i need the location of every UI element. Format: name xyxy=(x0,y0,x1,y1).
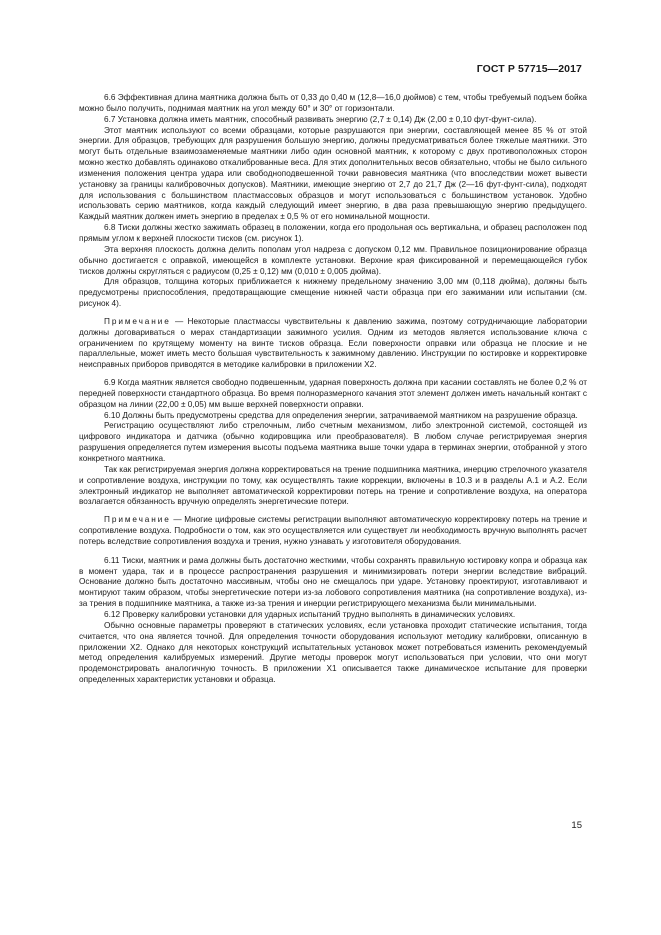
note-label: Примечание xyxy=(104,515,171,525)
document-body xyxy=(79,93,587,686)
note-text: — Многие цифровые системы регистрации выполняют автоматическую корректировку потерь на трение и сопротивление воздуха. Подробности о том, как это осуществляется или существует ли необходимость вручную выполнять расчет потерь вследствие сопротивления воздуха и трения, нужно узнавать у изготовителя оборудования. xyxy=(79,515,587,546)
paragraph-6-7: 6.7 Установка должна иметь маятник, способный развивать энергию (2,7 ± 0,14) Дж (2,00 ± 0,10 фут-фунт-сила). xyxy=(104,114,537,124)
page-number: 15 xyxy=(571,820,582,831)
paragraph-6-12: 6.12 Проверку калибровки установки для ударных испытаний трудно выполнять в динамических условиях. xyxy=(104,609,516,619)
paragraph-6-6: 6.6 Эффективная длина маятника должна быть от 0,33 до 0,40 м (12,8—16,0 дюймов) с тем, чтобы требуемый подъем бойка можно было получить, поднимая маятник на угол между 60° и 30° от горизонтали. xyxy=(79,93,587,113)
paragraph-6-11: 6.11 Тиски, маятник и рама должны быть достаточно жесткими, чтобы сохранять правильную юстировку копра и образца как в момент удара, так и в процессе распространения разрушения и минимизировать потери энергии вследствие вибраций. Основание должно быть достаточно массивным, чтобы оно не смещалось при ударе. Установку проектируют, изготавливают и монтируют таким образом, чтобы энергетические потери из-за лобового сопротивления маятника (на сопротивление воздуха), из-за трения в подшипнике маятника, а также из-за трения и инерции регистрирующего механизма были минимальными. xyxy=(79,555,587,609)
paragraph-6-10: 6.10 Должны быть предусмотрены средства для определения энергии, затрачиваемой маятником на разрушение образца. xyxy=(104,410,578,420)
paragraph-thin-specimens: Для образцов, толщина которых приближается к нижнему предельному значению 3,00 мм (0,118 дюйма), должны быть предусмотрены приспособления, предотвращающие смещение нижней части образца при его зажимании или испытании (см. рисунок 4). xyxy=(79,277,587,309)
paragraph-top-plane: Эта верхняя плоскость должна делить пополам угол надреза с допуском 0,12 мм. Правильное позиционирование образца обычно достигается с оправкой, имеющейся в комплекте установки. Верхние края фиксированной и перемещающейся губок тисков должны скругляться с радиусом (0,25 ± 0,12) мм (0,010 ± 0,005 дюйма). xyxy=(79,244,587,276)
note-clamping-pressure xyxy=(79,317,587,371)
note-label: Примечание xyxy=(104,316,171,326)
note-text: — Некоторые пластмассы чувствительны к давлению зажима, поэтому сотрудничающие лаборатории должны договариваться о мерах стандартизации зажимного усилия. Одним из методов является использование ключа с ограничением по крутящему моменту на винте тисков образца. Если поверхности оправки или образца не плоские и не параллельные, может иметь место большая чувствительность к зажимному давлению. Инструкции по юстировке и корректировке неисправных приборов приводятся в методике калибровки в приложении Х2. xyxy=(79,316,587,370)
paragraph-static-checks: Обычно основные параметры проверяют в статических условиях, если установка проходит статические испытания, тогда считается, что она является точной. Для определения точности оборудования используют методику калибровки, описанную в приложении Х2. Однако для некоторых конструкций испытательных установок может потребоваться изменить рекомендуемый метод определения калибруемых измерений. Другие методы проверок могут использоваться при условии, что они могут продемонстрировать аналогичную точность. В приложении Х1 описывается также динамическое испытание для проверки определенных характеристик установки и образца. xyxy=(79,620,587,685)
note-digital-systems xyxy=(79,515,587,548)
paragraph-6-8: 6.8 Тиски должны жестко зажимать образец в положении, когда его продольная ось вертикальна, и образец расположен под прямым углом к верхней плоскости тисков (см. рисунок 1). xyxy=(79,223,587,243)
document-standard-number: ГОСТ Р 57715—2017 xyxy=(476,63,582,75)
paragraph-registration: Регистрацию осуществляют либо стрелочным, либо счетным механизмом, либо электронной системой, состоящей из цифрового индикатора и датчика (обычно кодировщика или преобразователя). В любом случае регистрируемая энергия разрушения определяется путем измерения высоты подъема маятника выше точки удара в терминах энергии, отобранной у этого конкретного маятника. xyxy=(79,421,587,463)
paragraph-corrections: Так как регистрируемая энергия должна корректироваться на трение подшипника маятника, инерцию стрелочного указателя и сопротивление воздуха, инструкции по тому, как осуществлять такие коррекции, включены в 10.3 и в разделы А.1 и А.2. Если электронный индикатор не выполняет автоматической корректировки потерь на трение и сопротивление воздуха, на оператора возлагается обязанность вручную определять энергетические потери. xyxy=(79,464,587,507)
paragraph-6-9: 6.9 Когда маятник является свободно подвешенным, ударная поверхность должна при касании составлять не более 0,2 % от передней поверхности стандартного образца. Во время полноразмерного качания этот элемент должен иметь начальный контакт с образцом на линии (22,00 ± 0,05) мм выше верхней поверхности оправки. xyxy=(79,378,587,409)
paragraph-pendulum-usage: Этот маятник используют со всеми образцами, которые разрушаются при энергии, составляющей менее 85 % от этой энергии. Для образцов, требующих для разрушения большую энергию, должны предусматриваться более тяжелые маятники. Это могут быть отдельные взаимозаменяемые маятники либо один основной маятник, к которому с двух противоположных сторон можно жестко добавлять одинаково откалиброванные веса. Для этих дополнительных весов обязательно, чтобы не было сильного изменения положения центра удара или свободноподвешенной точки равновесия маятника (что впоследствии может вывести установку за границы калибровочных допусков). Маятники, имеющие энергию от 2,7 до 21,7 Дж (2—16 фут-фунт-сила), подходят для использования с большинством пластмассовых образцов и могут использоваться с большинством установок. Удобно использовать серию маятников, когда каждый следующий имеет энергию, в два раза превышающую энергию предыдущего. Каждый маятник должен иметь энергию в пределах ± 0,5 % от его номинальной мощности. xyxy=(79,125,587,222)
